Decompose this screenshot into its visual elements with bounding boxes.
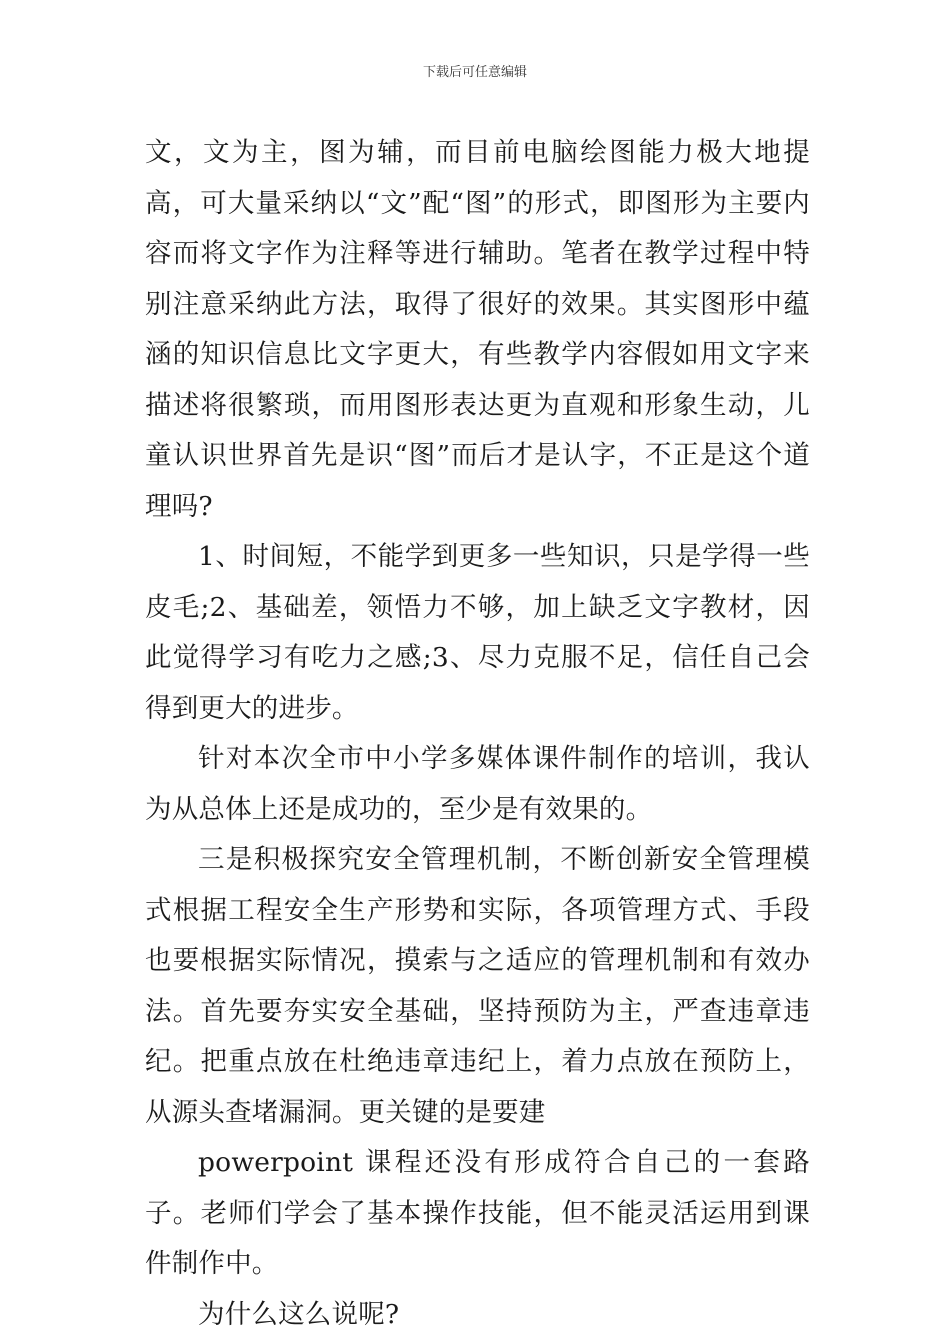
paragraph-continued: 文，文为主，图为辅，而目前电脑绘图能力极大地提高，可大量采纳以“文”配“图”的形式，即图形为主要内容而将文字作为注释等进行辅助。笔者在教学过程中特别注意采纳此方法，取得了很好的效果。其实图形中蕴涵的知识信息比文字更大，有些教学内容假如用文字来描述将很繁琐，而用图形表达更为直观和形象生动，儿童认识世界首先是识“图”而后才是认字，不正是这个道理吗? — [145, 137, 810, 522]
document-body — [145, 128, 810, 1340]
page-header: 下载后可任意编辑 — [422, 65, 527, 80]
paragraph-shortcomings: 1、时间短，不能学到更多一些知识，只是学得一些皮毛;2、基础差，领悟力不够，加上缺乏文字教材，因此觉得学习有吃力之感;3、尽力克服不足，信任自己会得到更大的进步。 — [145, 541, 810, 724]
paragraph-question: 为什么这么说呢? — [198, 1298, 400, 1330]
paragraph-training-evaluation: 针对本次全市中小学多媒体课件制作的培训，我认为从总体上还是成功的，至少是有效果的。 — [145, 743, 810, 825]
paragraph-powerpoint-course: powerpoint 课程还没有形成符合自己的一套路子。老师们学会了基本操作技能，但不能灵活运用到课件制作中。 — [145, 1147, 810, 1279]
paragraph-safety-management: 三是积极探究安全管理机制，不断创新安全管理模式根据工程安全生产形势和实际，各项管理方式、手段也要根据实际情况，摸索与之适应的管理机制和有效办法。首先要夯实安全基础，坚持预防为主，严查违章违纪。把重点放在杜绝违章违纪上，着力点放在预防上，从源头查堵漏洞。更关键的是要建 — [145, 844, 810, 1128]
